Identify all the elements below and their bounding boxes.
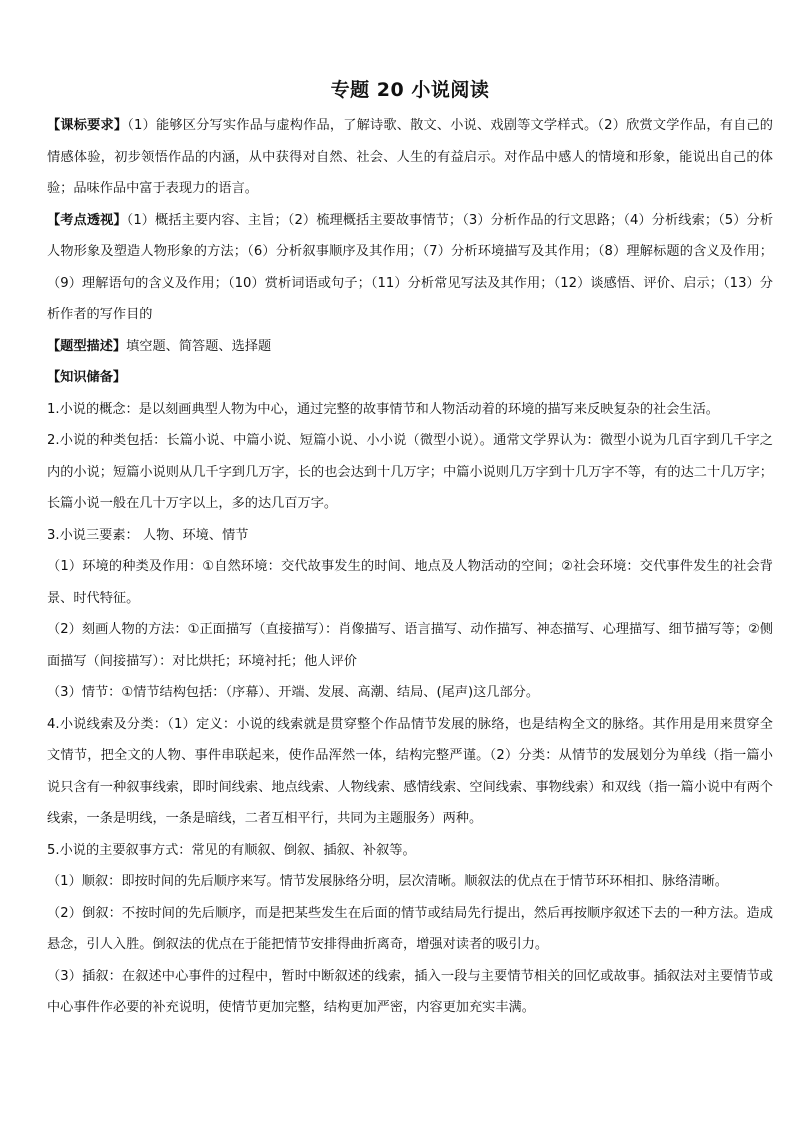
paragraph: （3）插叙：在叙述中心事件的过程中，暂时中断叙述的线索，插入一段与主要情节相关的回忆或故事。插叙法对主要情节或中心事件作必要的补充说明，使情节更加完整，结构更加严密，内容更加充实丰满。 [47,968,773,1015]
paragraph: （1）顺叙：即按时间的先后顺序来写。情节发展脉络分明，层次清晰。顺叙法的优点在于情节环环相扣、脉络清晰。 [47,874,728,889]
paragraph: 4.小说线索及分类：（1）定义：小说的线索就是贯穿整个作品情节发展的脉络，也是结构全文的脉络。其作用是用来贯穿全文情节，把全文的人物、事件串联起来，使作品浑然一体，结构完整严谨。（2）分类：从情节的发展划分为单线（指一篇小说只含有一种叙事线索，即时间线索、地点线索、人物线索、感情线索、空间线索、事物线索）和双线（指一篇小说中有两个线索，一条是明线，一条是暗线，二者互相平行，共同为主题服务）两种。 [47,716,773,826]
tixing-section [47,331,773,363]
kebiao-heading: 【课标要求】 [47,118,128,133]
paragraph: （2）刻画人物的方法：①正面描写（直接描写）：肖像描写、语言描写、动作描写、神态描写、心理描写、细节描写等；②侧面描写（间接描写）：对比烘托；环境衬托；他人评价 [47,622,773,669]
zhishi-heading: 【知识储备】 [47,370,127,385]
paragraph: （2）倒叙：不按时间的先后顺序，而是把某些发生在后面的情节或结局先行提出，然后再按顺序叙述下去的一种方法。造成悬念，引人入胜。倒叙法的优点在于能把情节安排得曲折离奇，增强对读者的吸引力。 [47,905,773,952]
document-page [47,76,773,1024]
kebiao-section [47,110,773,205]
paragraph: 2.小说的种类包括：长篇小说、中篇小说、短篇小说、小小说（微型小说）。通常文学界认为：微型小说为几百字到几千字之内的小说；短篇小说则从几千字到几万字，长的也会达到十几万字；中篇小说则几万字到十几万字不等，有的达二十几万字；长篇小说一般在几十万字以上，多的达几百万字。 [47,433,773,511]
paragraph: 1.小说的概念：是以刻画典型人物为中心，通过完整的故事情节和人物活动着的环境的描写来反映复杂的社会生活。 [47,401,719,417]
paragraph: （1）环境的种类及作用：①自然环境：交代故事发生的时间、地点及人物活动的空间；②社会环境：交代事件发生的社会背景、时代特征。 [47,559,773,606]
kaodian-heading: 【考点透视】 [47,212,127,228]
paragraph: 3.小说三要素： 人物、环境、情节 [47,527,249,543]
kaodian-section [47,205,773,331]
paragraph: 5.小说的主要叙事方式：常见的有顺叙、倒叙、插叙、补叙等。 [47,842,416,858]
tixing-text: 填空题、简答题、选择题 [126,338,272,354]
tixing-heading: 【题型描述】 [47,338,127,354]
page-title: 专题 20 小说阅读 [330,79,490,101]
kaodian-text: （1）概括主要内容、主旨；（2）梳理概括主要故事情节；（3）分析作品的行文思路；（4）分析线索；（5）分析人物形象及塑造人物形象的方法；（6）分析叙事顺序及其作用；（7）分析环境描写及其作用；（8）理解标题的含义及作用；（9）理解语句的含义及作用；（10）赏析词语或句子；（11）分析常见写法及其作用；（12）谈感悟、评价、启示；（13）分析作者的写作目的 [47,212,774,322]
zhishi-section [47,362,773,394]
kebiao-text: （1）能够区分写实作品与虚构作品，了解诗歌、散文、小说、戏剧等文学样式。（2）欣赏文学作品，有自己的情感体验，初步领悟作品的内涵，从中获得对自然、社会、人生的有益启示。对作品中感人的情境和形象，能说出自己的体验；品味作品中富于表现力的语言。 [47,118,773,196]
paragraph: （3）情节：①情节结构包括：（序幕）、开端、发展、高潮、结局、(尾声)这几部分。 [47,685,540,700]
